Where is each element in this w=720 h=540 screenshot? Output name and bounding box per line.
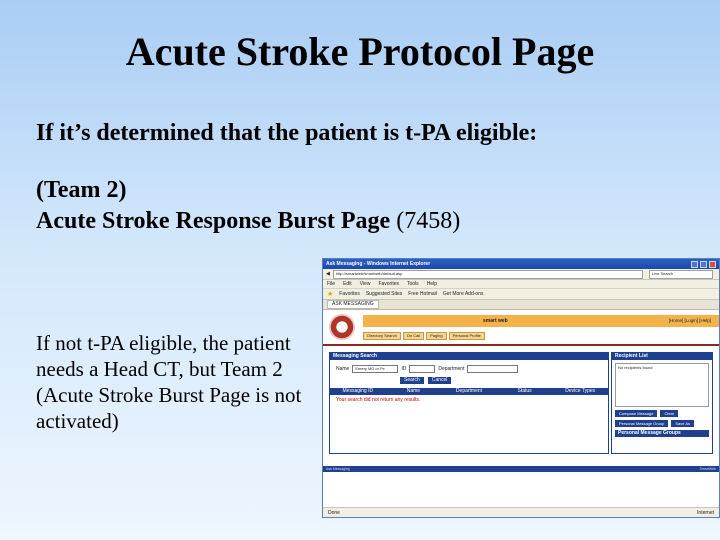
favorites-bar <box>323 289 719 300</box>
address-input[interactable]: http://smartweb/smartweb/default.asp <box>333 270 643 279</box>
tab-directory-search[interactable]: Directory Search <box>363 332 401 340</box>
department-label: Department <box>438 366 465 372</box>
burst-page-line <box>36 206 460 237</box>
menu-bar <box>323 280 719 289</box>
col-messaging-id[interactable]: Messaging ID <box>342 388 374 394</box>
tab-on-call[interactable]: On Call <box>403 332 424 340</box>
browser-screenshot <box>322 258 720 518</box>
site-nav-tabs <box>363 332 485 340</box>
favorites-link[interactable]: Favorites <box>339 291 360 297</box>
col-status[interactable]: Status <box>517 388 532 394</box>
name-label: Name <box>336 366 350 372</box>
team-block <box>36 175 460 237</box>
footer-right: SmartWeb <box>699 467 716 471</box>
personal-group-button[interactable]: Personal Message Group <box>615 420 668 427</box>
status-bar <box>323 507 719 517</box>
recipient-panel <box>611 352 713 454</box>
banner-strip <box>363 315 719 327</box>
minimize-button[interactable] <box>691 261 698 268</box>
addons-link[interactable]: Get More Add-ons <box>442 291 484 297</box>
window-title: Ask Messaging - Windows Internet Explorer <box>326 261 431 267</box>
suggested-sites-link[interactable]: Suggested Sites <box>365 291 403 297</box>
top-links[interactable]: [Home] [Login] [Help] <box>668 318 711 323</box>
close-button[interactable] <box>709 261 716 268</box>
not-eligible-note: If not t-PA eligible, the patient needs a Head CT, but Team 2 (Acute Stroke Burst Page is not activated) <box>36 331 302 433</box>
maximize-button[interactable] <box>700 261 707 268</box>
hospital-logo <box>329 314 355 340</box>
id-field[interactable] <box>409 365 435 373</box>
burst-page-label: Acute Stroke Response Burst Page <box>36 208 397 234</box>
col-device-types[interactable]: Device Types <box>565 388 596 394</box>
no-results-message: Your search did not return any results. <box>336 397 421 403</box>
clear-button[interactable]: Clear <box>660 410 678 417</box>
search-row <box>336 365 608 373</box>
recipient-list[interactable]: No recipients found <box>615 363 709 407</box>
recipient-buttons-2 <box>615 420 709 427</box>
page-content <box>323 346 719 466</box>
back-icon[interactable]: ◀ <box>326 271 330 277</box>
address-bar <box>323 269 719 280</box>
page-footer <box>323 466 719 472</box>
burst-page-code: (7458) <box>396 208 461 234</box>
recipient-title: Recipient List <box>612 353 712 360</box>
team-label: (Team 2) <box>36 177 127 203</box>
tab-personal-profile[interactable]: Personal Profile <box>449 332 485 340</box>
menu-view[interactable]: View <box>359 281 371 287</box>
col-name[interactable]: Name <box>406 388 421 394</box>
search-buttons <box>400 377 608 384</box>
search-input[interactable]: Live Search <box>649 270 713 279</box>
search-panel-title: Messaging Search <box>330 353 608 360</box>
compose-message-button[interactable]: Compose Message <box>615 410 657 417</box>
menu-help[interactable]: Help <box>426 281 437 287</box>
col-department[interactable]: Department <box>455 388 483 394</box>
brand-label: smart web <box>483 318 508 324</box>
status-zone: Internet <box>697 509 714 516</box>
search-button[interactable]: Search <box>400 377 424 384</box>
save-as-button[interactable]: Save As <box>671 420 694 427</box>
menu-favorites[interactable]: Favorites <box>378 281 399 287</box>
status-done: Done <box>328 509 340 516</box>
footer-left: Ask Messaging <box>326 467 350 471</box>
site-banner <box>323 310 719 346</box>
eligible-heading: If it’s determined that the patient is t-PA eligible: <box>36 120 538 146</box>
personal-groups-title: Personal Message Groups <box>615 430 709 437</box>
messaging-search-panel <box>329 352 609 454</box>
window-titlebar <box>323 259 719 269</box>
id-label: ID <box>401 366 407 372</box>
star-icon: ★ <box>327 291 334 298</box>
slide-title: Acute Stroke Protocol Page <box>125 29 595 74</box>
department-field[interactable] <box>467 365 518 373</box>
results-header <box>330 388 608 395</box>
tab-paging[interactable]: Paging <box>426 332 446 340</box>
recipient-buttons-1 <box>615 410 709 417</box>
name-field[interactable]: Emery MD or Px <box>352 365 398 373</box>
menu-file[interactable]: File <box>327 281 336 287</box>
free-hotmail-link[interactable]: Free Hotmail <box>408 291 437 297</box>
menu-tools[interactable]: Tools <box>407 281 419 287</box>
browser-tab-row <box>323 300 719 310</box>
menu-edit[interactable]: Edit <box>343 281 352 287</box>
cancel-button[interactable]: Cancel <box>428 377 452 384</box>
browser-tab[interactable]: ASK MESSAGING <box>327 300 379 309</box>
